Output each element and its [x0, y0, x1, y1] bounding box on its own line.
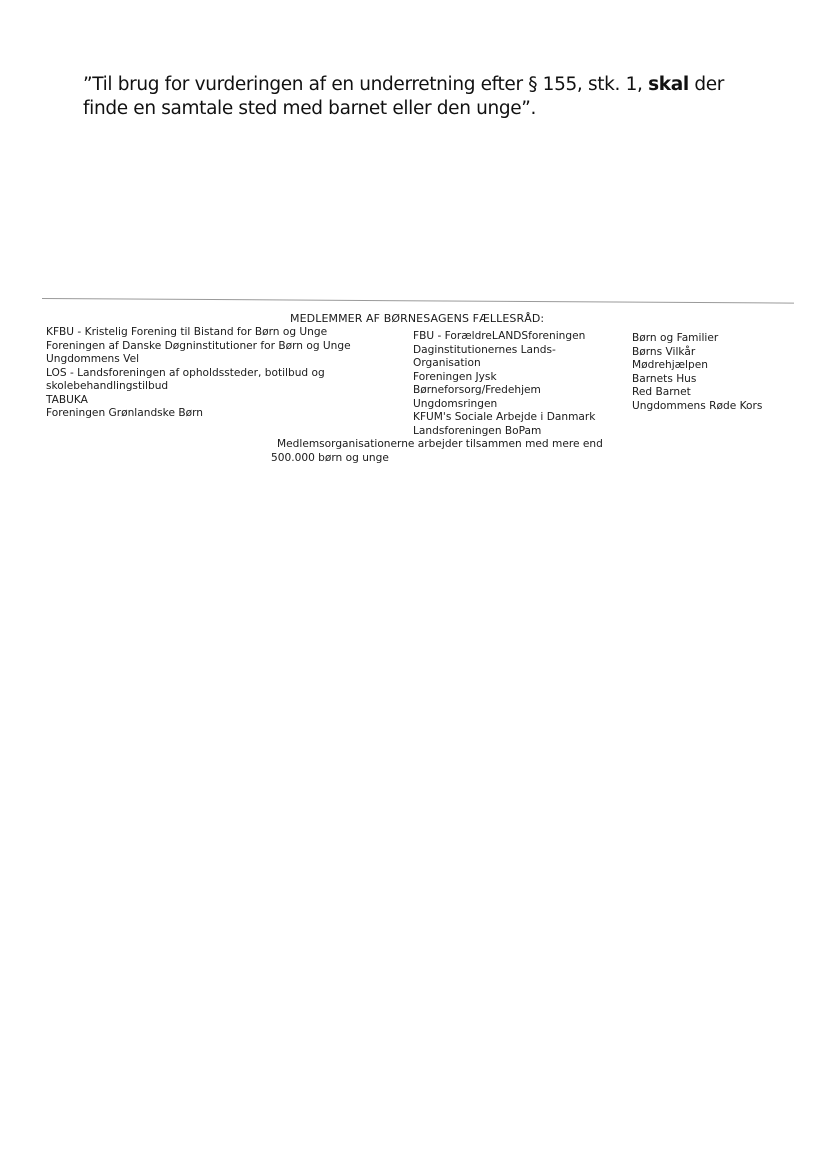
member-item: Børn og Familier	[632, 332, 719, 344]
member-item: KFBU - Kristelig Forening til Bistand for Børn og Unge	[46, 326, 328, 338]
member-list-column-3	[632, 332, 762, 413]
member-item: skolebehandlingstilbud	[46, 380, 169, 392]
quote-emphasis: skal	[648, 74, 689, 95]
member-item: Ungdommens Røde Kors	[632, 399, 763, 412]
member-item: Foreningen Grønlandske Børn	[46, 407, 203, 419]
member-item: Barnets Hus	[632, 372, 697, 385]
member-item: Organisation	[413, 357, 481, 369]
member-item: Foreningen Jysk	[413, 370, 497, 383]
member-item: LOS - Landsforeningen af opholdssteder, botilbud og	[46, 366, 325, 379]
member-item: TABUKA	[46, 393, 88, 406]
member-item: KFUM's Sociale Arbejde i Danmark	[413, 411, 596, 423]
member-item: Mødrehjælpen	[632, 359, 708, 371]
member-item: Ungdomsringen	[413, 397, 498, 410]
footer-divider	[42, 298, 794, 304]
member-item: Landsforeningen BoPam	[413, 424, 542, 437]
footer-summary: Medlemsorganisationerne arbejder tilsammen med mere end 500.000 børn og unge	[271, 438, 603, 464]
member-item: Red Barnet	[632, 386, 691, 398]
member-item: Ungdommens Vel	[46, 353, 140, 365]
quoted-statement	[83, 73, 763, 121]
quote-text-start: ”Til brug for vurderingen af en underretning efter § 155, stk. 1,	[83, 74, 643, 95]
member-list-column-2	[413, 330, 595, 438]
quote-text-end: der finde en samtale sted med barnet eller den unge”.	[83, 74, 725, 119]
member-item: Børneforsorg/Fredehjem	[413, 384, 541, 396]
member-item: Børns Vilkår	[632, 345, 696, 358]
member-item: FBU - ForældreLANDSforeningen	[413, 330, 586, 342]
member-list-column-1	[46, 326, 351, 421]
member-item: Daginstitutionernes Lands-	[413, 343, 556, 356]
member-item: Foreningen af Danske Døgninstitutioner for Børn og Unge	[46, 339, 351, 352]
footer-title: MEDLEMMER AF BØRNESAGENS FÆLLESRÅD:	[290, 312, 545, 325]
